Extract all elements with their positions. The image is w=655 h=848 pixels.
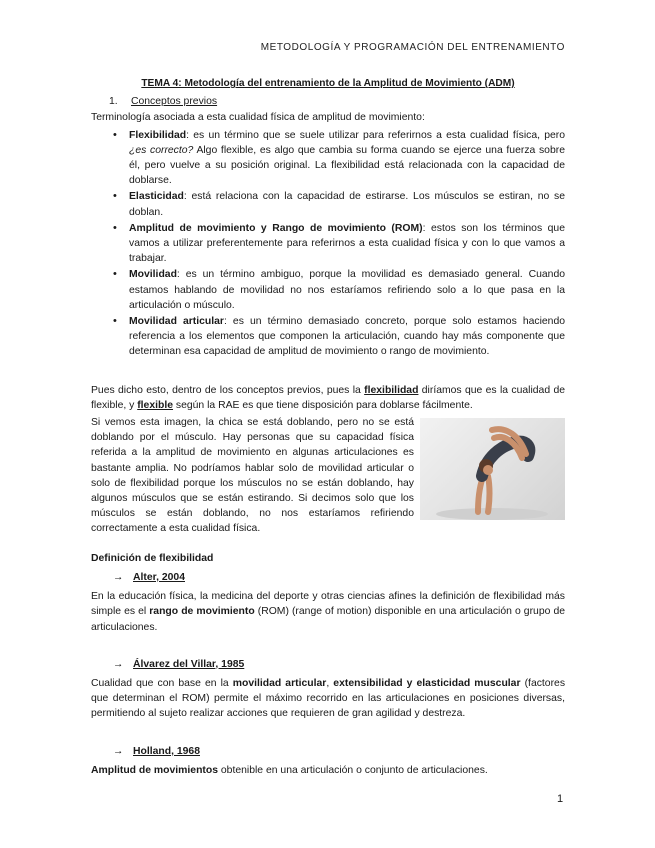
running-header: METODOLOGÍA Y PROGRAMACIÓN DEL ENTRENAMIENTO xyxy=(260,42,565,53)
list-item-movilidad xyxy=(113,267,565,313)
arrow-right-icon: → xyxy=(113,571,124,583)
document-body xyxy=(91,76,565,778)
list-item-amplitud xyxy=(113,221,565,267)
list-item-flexibilidad xyxy=(113,128,565,189)
definition-text: (ROM) (range of motion) disponible en una articulación o grupo de articulaciones. xyxy=(91,606,565,633)
definition-text: obtenible en una articulación o conjunto de articulaciones. xyxy=(218,764,488,776)
terminology-list xyxy=(113,128,565,360)
alter-definition xyxy=(91,589,565,635)
bullet-icon: • xyxy=(113,128,117,141)
term-label: Movilidad articular xyxy=(129,316,224,328)
term-question: ¿es correcto? xyxy=(129,144,194,156)
image-section xyxy=(91,415,565,537)
document-title: TEMA 4: Metodología del entrenamiento de la Amplitud de Movimiento (ADM) xyxy=(141,78,515,89)
keyword-flexible: flexible xyxy=(137,399,174,411)
arrow-right-icon: → xyxy=(113,658,124,670)
contortionist-figure xyxy=(420,418,565,520)
author-citation: Holland, 1968 xyxy=(133,745,200,757)
bullet-icon: • xyxy=(113,268,117,281)
bullet-icon: • xyxy=(113,190,117,203)
definition-text: Cualidad que con base en la xyxy=(91,677,233,689)
term-label: Amplitud de movimiento y Rango de movimiento (ROM) xyxy=(129,222,423,234)
flexibilidad-paragraph xyxy=(91,383,565,413)
arrow-right-icon: → xyxy=(113,745,124,757)
reference-alter xyxy=(113,570,565,585)
intro-paragraph: Terminología asociada a esta cualidad física de amplitud de movimiento: xyxy=(91,112,425,124)
page-number: 1 xyxy=(557,793,564,805)
keyword-flexibilidad: flexibilidad xyxy=(364,384,419,396)
paragraph-text: según la RAE es que tiene disposición para doblarse fácilmente. xyxy=(173,399,473,411)
author-citation: Alter, 2004 xyxy=(133,571,185,583)
term-label: Elasticidad xyxy=(129,191,184,203)
author-citation: Álvarez del Villar, 1985 xyxy=(133,658,245,670)
term-label: Movilidad xyxy=(129,269,177,281)
image-paragraph: Si vemos esta imagen, la chica se está doblando, pero no se está doblando por el músculo. Hay personas que su capacidad física referida a la amplitud de movimiento en algunas articulaciones es bastante amplia. No podríamos hablar solo de movilidad articular o solo de flexibilidad porque los músculos no se están doblando, hay algunos músculos que se están estirando. Si decimos solo que los músculos se están doblando, no nos estaríamos refiriendo correctamente a esta cualidad física. xyxy=(91,417,414,535)
definition-text: , xyxy=(326,677,334,689)
list-item-elasticidad xyxy=(113,189,565,219)
contortionist-photo xyxy=(420,418,565,520)
bullet-icon: • xyxy=(113,315,117,328)
term-label: Flexibilidad xyxy=(129,129,187,141)
paragraph-text: Pues dicho esto, dentro de los conceptos previos, pues la xyxy=(91,384,365,396)
definition-text: En la educación física, la medicina del deporte y otras ciencias afines la definición de flexibilidad más simple es el xyxy=(91,591,565,618)
definition-heading: Definición de flexibilidad xyxy=(91,552,214,564)
list-item-movilidad-articular xyxy=(113,314,565,360)
definition-text: (factores que determinan el ROM) permite el máximo recorrido en las articulaciones en posiciones diversas, permitiendo al sujeto realizar acciones que requieren de gran agilidad y destreza. xyxy=(91,677,566,720)
section-heading xyxy=(109,94,565,109)
term-text: Algo flexible, es algo que cambia su forma cuando se ejerce una fuerza sobre él, pero vuelve a su posición original. La flexibilidad está relacionada con la capacidad de doblarse. xyxy=(129,144,565,187)
section-number: 1. xyxy=(109,96,118,108)
definition-term: Amplitud de movimientos xyxy=(91,764,219,776)
reference-holland xyxy=(113,744,565,759)
definition-term: movilidad articular xyxy=(232,677,327,689)
definition-term: extensibilidad y elasticidad muscular xyxy=(333,677,521,689)
term-text: : es un término ambiguo, porque la movilidad es demasiado general. Cuando estamos hablando de movilidad no nos estaríamos refiriendo solo a lo que pasa en la articulación o músculo. xyxy=(129,269,565,311)
term-text: : es un término demasiado concreto, porque solo estamos haciendo referencia a los elementos que componen la articulación, cuando hay más componente que determinan esa capacidad de amplitud de movimiento o rango de movimiento. xyxy=(129,316,565,358)
term-text: : es un término que se suele utilizar para referirnos a esta cualidad física, pero xyxy=(186,129,565,141)
reference-alvarez xyxy=(113,657,565,672)
term-text: : estos son los términos que vamos a utilizar preferentemente para referirnos a esta cualidad física y con lo que vamos a trabajar. xyxy=(129,222,565,265)
holland-definition xyxy=(91,763,565,778)
bullet-icon: • xyxy=(113,221,117,234)
paragraph-text: diríamos que es la cualidad de flexible, y xyxy=(91,384,565,411)
definition-term: rango de movimiento xyxy=(149,606,255,618)
alvarez-definition xyxy=(91,676,565,722)
term-text: : está relaciona con la capacidad de estirarse. Los músculos se estiran, no se doblan. xyxy=(129,191,565,218)
section-title: Conceptos previos xyxy=(131,96,218,108)
